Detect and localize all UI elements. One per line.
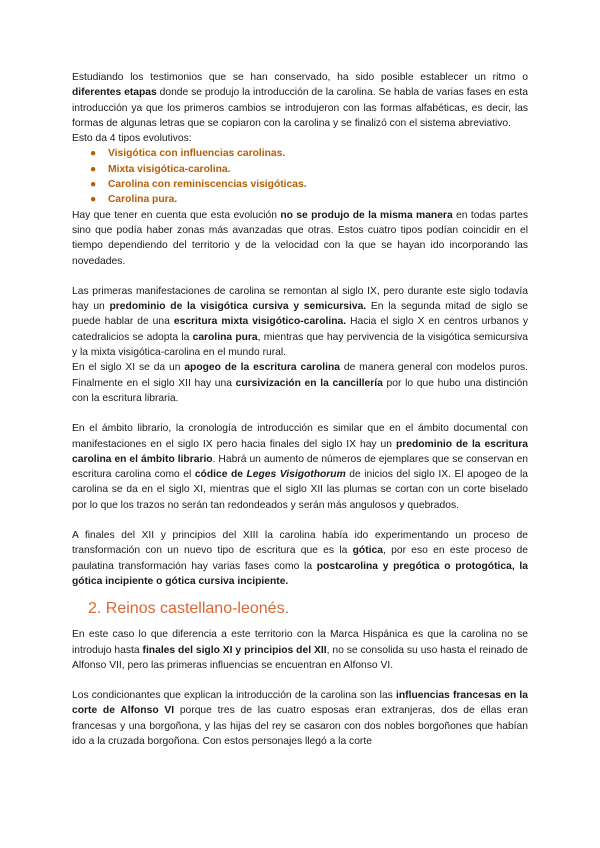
text-span: en todas partes sino que podía haber zonas más avanzadas que otras. Estos cuatro tipos podían coincidir en el tiempo dependiendo del territorio y de la velocidad con la que se hayan ido incorporando las novedades. <box>72 209 528 267</box>
paragraph-gothic-transition <box>72 528 528 589</box>
text-span: , no se consolida su uso hasta el reinado de Alfonso VII, pero las primeras influencias se encuentran en Alfonso VI. <box>72 644 528 671</box>
text-span: Los condicionantes que explican la introducción de la carolina son las <box>72 690 396 702</box>
paragraph-apogee <box>72 360 528 406</box>
list-item <box>90 192 528 207</box>
text-span: A finales del XII y principios del XIII la carolina había ido experimentando un proceso de transformación con un nuevo tipo de escritura que es la <box>72 530 528 557</box>
evolution-types-list <box>72 146 528 207</box>
paragraph-first-manifestations <box>72 284 528 360</box>
bullet-icon: ● <box>90 148 97 160</box>
text-span: de inicios del siglo IX. El apogeo de la carolina se da en el siglo XI, mientras que el siglo XII las plumas se cortan con un corte biselado por lo que los trazos no serán tan redondeados y serán más angulosos y quebrados. <box>72 469 528 511</box>
section-heading: 2. Reinos castellano-leonés. <box>88 600 290 618</box>
text-span: Hacia el siglo X en centros urbanos y catedralicios se adopta la <box>72 316 528 343</box>
spacer <box>72 673 528 688</box>
bold-italic-span: Leges Visigothorum <box>246 469 346 481</box>
bold-span: diferentes etapas <box>72 87 157 99</box>
text-span: En la segunda mitad de siglo se puede hablar de una <box>72 301 529 328</box>
bold-span: predominio de la visigótica cursiva y semicursiva. <box>109 301 367 313</box>
spacer <box>72 406 528 421</box>
paragraph-castile-leon <box>72 627 528 673</box>
list-item-label: Mixta visigótica-carolina. <box>108 163 231 175</box>
paragraph-evolution <box>72 208 528 269</box>
text-span: En el ámbito librario, la cronología de introducción es similar que en el ámbito documental con manifestaciones en el siglo IX pero hacia finales del siglo IX hay un <box>72 423 528 450</box>
list-item-label: Visigótica con influencias carolinas. <box>108 148 286 160</box>
spacer <box>72 269 528 284</box>
bullet-icon: ● <box>90 194 97 206</box>
bold-span: escritura mixta visigótico-carolina. <box>173 316 347 328</box>
text-span: porque tres de las cuatro esposas eran extranjeras, dos de ellas eran francesas y una borgoñona, y las hijas del rey se casaron con dos nobles borgoñones que habían ido a la cruzada borgoñona. Con estos personajes llegó a la corte <box>72 705 528 747</box>
text-span: . Habrá un aumento de números de ejemplares que se conservan en escritura carolina como el <box>72 453 528 481</box>
document-body <box>72 70 528 749</box>
bold-span: carolina pura <box>192 331 258 343</box>
text-span: de manera general con modelos puros. Finalmente en el siglo XII hay una <box>72 362 528 389</box>
text-span: En este caso lo que diferencia a este territorio con la Marca Hispánica es que la carolina no se introdujo hasta <box>72 629 528 656</box>
text-span: , por eso en este proceso de paulatina transformación hay varias fases como la <box>72 545 528 572</box>
paragraph-stages <box>72 70 528 131</box>
list-item-label: Carolina pura. <box>108 194 178 206</box>
list-item <box>90 146 528 161</box>
bold-span: códice de <box>194 469 247 481</box>
bold-span: no se produjo de la misma manera <box>280 209 453 221</box>
text-span: Las primeras manifestaciones de carolina se remontan al siglo IX, pero durante este siglo todavía hay un <box>72 285 528 313</box>
text-span: por lo que hubo una distinción con la escritura libraria. <box>72 377 528 404</box>
bullet-icon: ● <box>90 179 97 191</box>
bold-span: cursivización en la cancillería <box>235 377 383 389</box>
bold-span: influencias francesas en la corte de Alfonso VI <box>72 690 528 717</box>
bold-span: finales del siglo XI y principios del XII <box>142 644 327 656</box>
bold-span: gótica <box>352 545 383 557</box>
list-item <box>90 177 528 192</box>
paragraph-librarian <box>72 421 528 513</box>
list-intro: Esto da 4 tipos evolutivos: <box>72 133 192 145</box>
bold-span: apogeo de la escritura carolina <box>184 362 340 374</box>
bold-span: predominio de la escritura carolina en el ámbito librario <box>72 438 528 465</box>
list-item-label: Carolina con reminiscencias visigóticas. <box>108 179 307 191</box>
list-item <box>90 162 528 177</box>
spacer <box>72 513 528 528</box>
bold-span: postcarolina y pregótica o protogótica, la gótica incipiente o gótica cursiva incipiente. <box>72 560 528 587</box>
bullet-icon: ● <box>90 163 97 175</box>
text-span: Hay que tener en cuenta que esta evolución <box>72 209 281 221</box>
paragraph-french-influence <box>72 688 528 749</box>
text-span: Estudiando los testimonios que se han conservado, ha sido posible establecer un ritmo o <box>72 72 528 83</box>
text-span: donde se produjo la introducción de la carolina. Se habla de varias fases en esta introducción ya que los primeros cambios se introdujeron con las formas alfabéticas, es decir, las formas de algunas letras que se copiaron con la carolina y se finalizó con el sistema abreviativo. <box>72 87 529 129</box>
text-span: En el siglo XI se da un <box>72 362 185 374</box>
text-span: , mientras que hay pervivencia de la visigótica semicursiva y la mixta visigótica-carolina en el mundo rural. <box>72 331 528 359</box>
